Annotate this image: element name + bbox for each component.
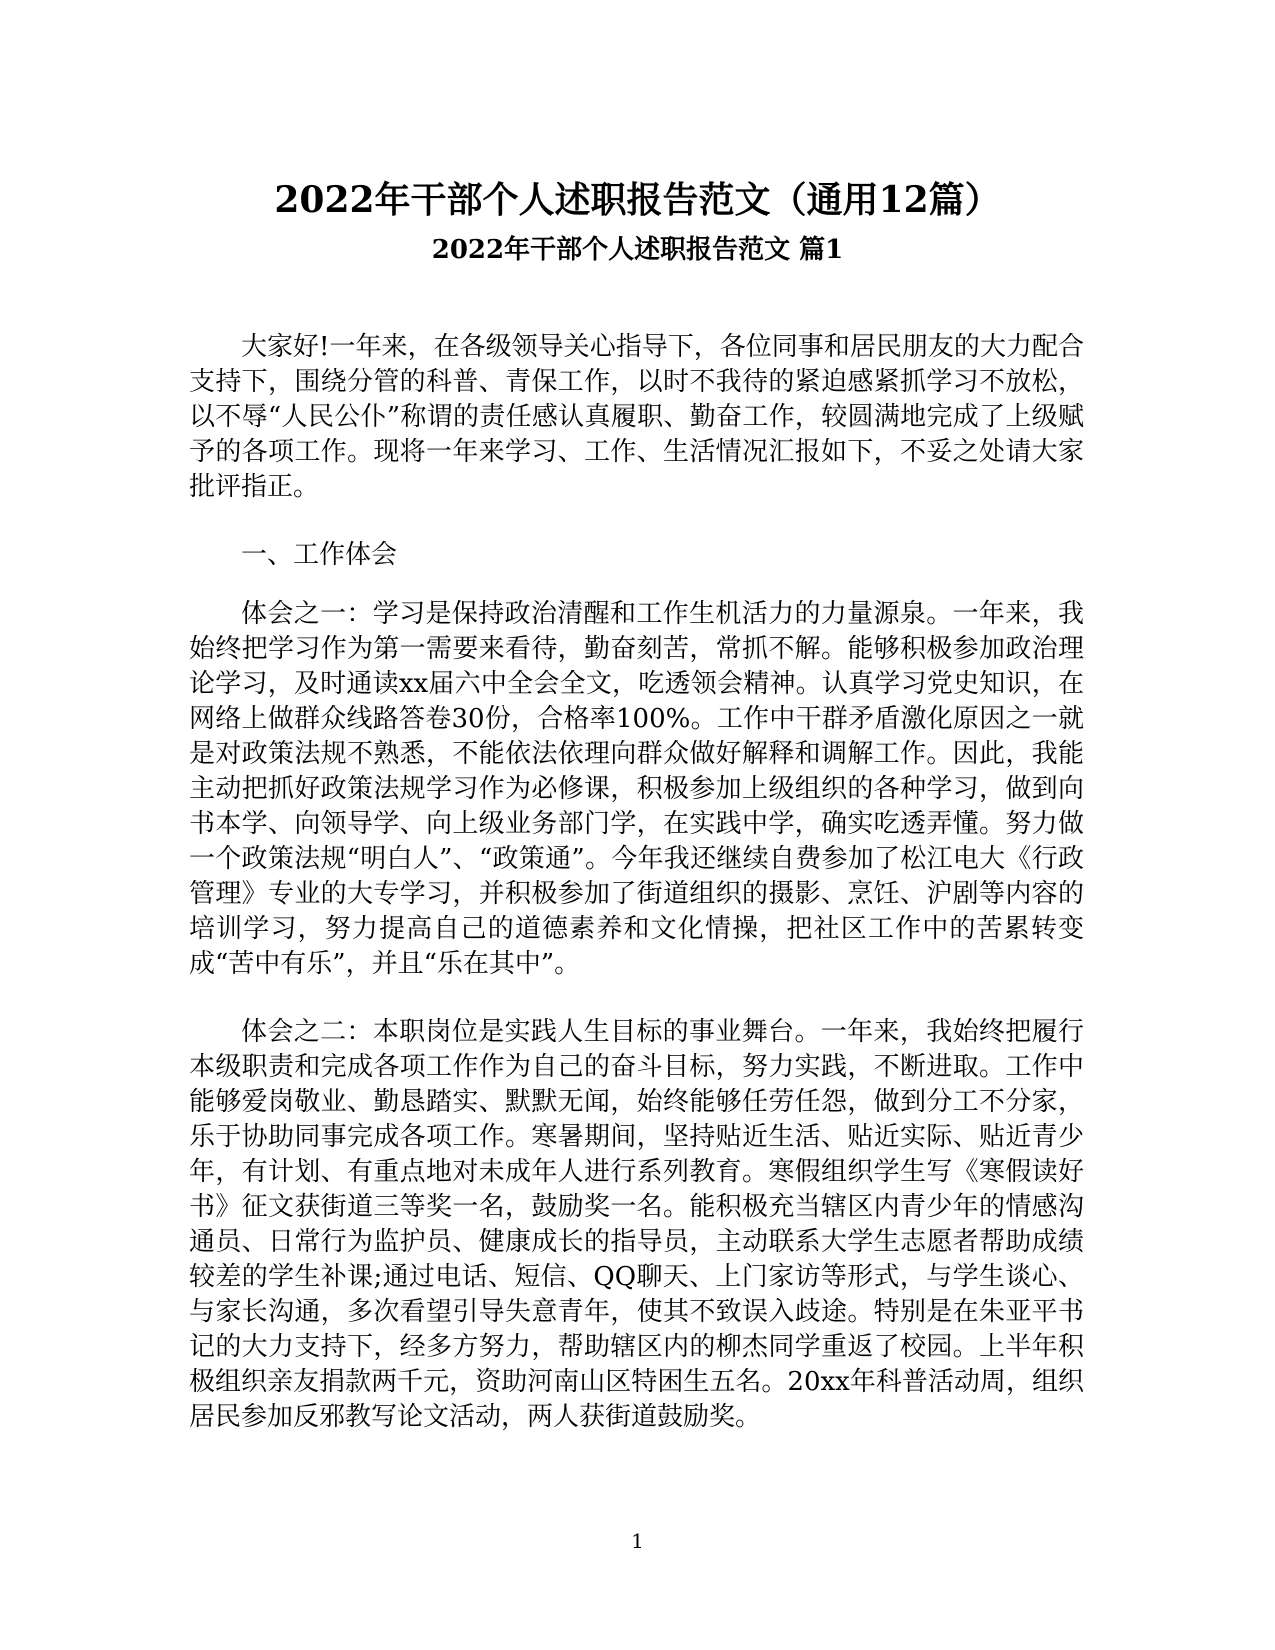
section-title: 2022年干部个人述职报告范文 篇1 <box>431 235 844 265</box>
paragraph-experience-1: 体会之一：学习是保持政治清醒和工作生机活力的力量源泉。一年来，我始终把学习作为第一需要来看待，勤奋刻苦，常抓不解。能够积极参加政治理论学习，及时通读xx届六中全会全文，吃透领会精神。认真学习党史知识，在网络上做群众线路答卷30份，合格率100%。工作中干群矛盾激化原因之一就是对政策法规不熟悉，不能依法依理向群众做好解释和调解工作。因此，我能主动把抓好政策法规学习作为必修课，积极参加上级组织的各种学习，做到向书本学、向领导学、向上级业务部门学，在实践中学，确实吃透弄懂。努力做一个政策法规“明白人”、“政策通”。今年我还继续自费参加了松江电大《行政管理》专业的大专学习，并积极参加了街道组织的摄影、烹饪、沪剧等内容的培训学习，努力提高自己的道德素养和文化情操，把社区工作中的苦累转变成“苦中有乐”，并且“乐在其中”。 <box>189 599 1084 979</box>
paragraph-experience-2: 体会之二：本职岗位是实践人生目标的事业舞台。一年来，我始终把履行本级职责和完成各项工作作为自己的奋斗目标，努力实践，不断进取。工作中能够爱岗敬业、勤恳踏实、默默无闻，始终能够任劳任怨，做到分工不分家，乐于协助同事完成各项工作。寒暑期间，坚持贴近生活、贴近实际、贴近青少年，有计划、有重点地对未成年人进行系列教育。寒假组织学生写《寒假读好书》征文获街道三等奖一名，鼓励奖一名。能积极充当辖区内青少年的情感沟通员、日常行为监护员、健康成长的指导员，主动联系大学生志愿者帮助成绩较差的学生补课;通过电话、短信、QQ聊天、上门家访等形式，与学生谈心、与家长沟通，多次看望引导失意青年，使其不致误入歧途。特别是在朱亚平书记的大力支持下，经多方努力，帮助辖区内的柳杰同学重返了校园。上半年积极组织亲友捐款两千元，资助河南山区特困生五名。20xx年科普活动周，组织居民参加反邪教写论文活动，两人获街道鼓励奖。 <box>189 1017 1084 1432</box>
section-heading-work-experience: 一、工作体会 <box>241 540 398 570</box>
page-number: 1 <box>631 1529 644 1553</box>
paragraph-intro: 大家好!一年来，在各级领导关心指导下，各位同事和居民朋友的大力配合支持下，围绕分管的科普、青保工作，以时不我待的紧迫感紧抓学习不放松，以不辱“人民公仆”称谓的责任感认真履职、勤奋工作，较圆满地完成了上级赋予的各项工作。现将一年来学习、工作、生活情况汇报如下，不妥之处请大家批评指正。 <box>189 332 1084 502</box>
document-title: 2022年干部个人述职报告范文（通用12篇） <box>274 179 1001 221</box>
